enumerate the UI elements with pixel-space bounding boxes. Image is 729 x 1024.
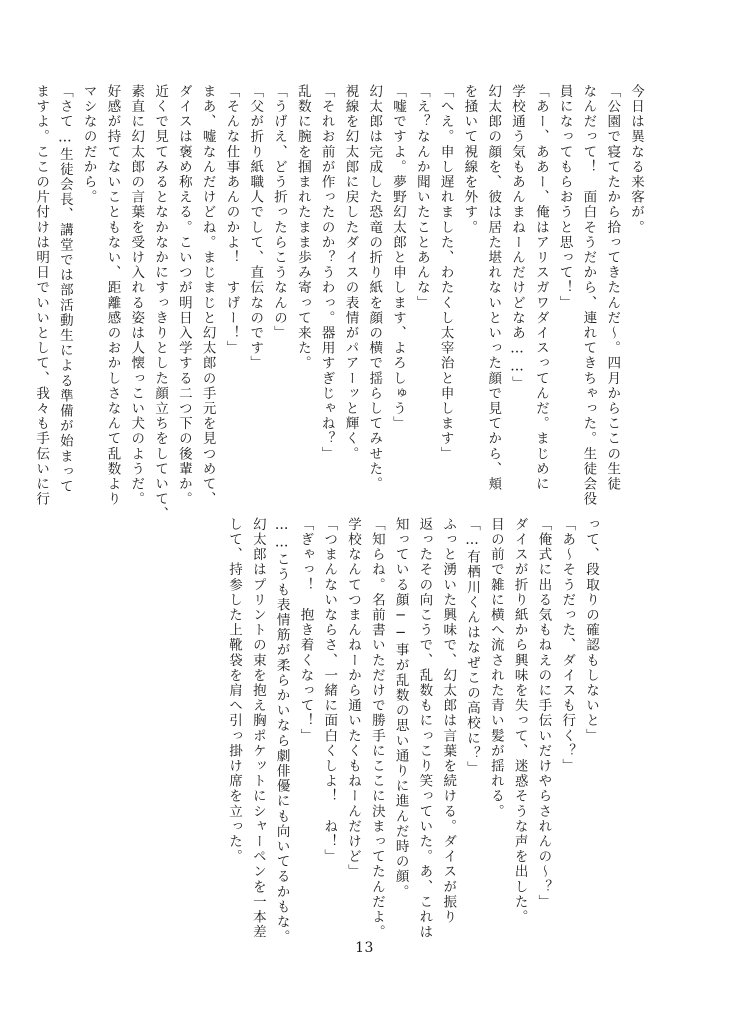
text-line: 幻太郎はプリントの束を抱え胸ポケットにシャーペンを一本差 — [249, 517, 266, 940]
text-line: 「え？なんか聞いたことあんな」 — [413, 84, 430, 311]
text-line: 近くで見てみるとなかなかにすっきりとした顔立ちをしていて、 — [152, 84, 169, 522]
text-line: 「つまんないならさ、一緒に面白くしよ！ ね！」 — [321, 517, 338, 865]
text-line: 「うげえ、どう折ったらこうなんの」 — [271, 84, 288, 341]
text-line: 「さて…生徒会長、講堂では部活動生による準備が始まって — [56, 84, 73, 495]
text-line: して、持参した上靴袋を肩へ引っ掛け席を立った。 — [226, 517, 243, 865]
text-line: 員になってもらおうと思って！」 — [556, 84, 573, 311]
text-line: 「へえ。申し遅れました、わたくし太宰治と申します」 — [437, 84, 454, 462]
text-line: って、段取りの確認もしないと」 — [583, 517, 599, 744]
text-line: 学校通う気もあんまねーんだけどなあ……」 — [509, 84, 526, 391]
text-line: まあ、嘘なんだけどね。まじまじと幻太郎の手元を見つめて、 — [199, 84, 216, 507]
text-line: 「俺式に出る気もねえのに手伝いだけやらされんの〜？」 — [535, 517, 552, 910]
text-line: 素直に幻太郎の言葉を受け入れる姿は人懐っこい犬のようだ。 — [128, 84, 145, 507]
text-line: 「そんな仕事あんのかよ！ すげー！」 — [223, 84, 240, 356]
text-line: ……こうも表情筋が柔らかいなら劇俳優にも向いてるかもな。 — [273, 517, 290, 945]
text-line: マシなのだから。 — [80, 84, 97, 205]
text-line: 「ぎゃっ！ 抱き着くなって！」 — [297, 517, 314, 744]
text-line: ふっと湧いた興味で、幻太郎は言葉を続ける。ダイスが振り — [440, 517, 457, 925]
text-line: 「それお前が作ったのか？うわっ。器用すぎじゃね？」 — [318, 84, 335, 462]
text-line: 好感が持てないこともない、距離感のおかしさなんて乱数より — [104, 84, 121, 507]
top-text-block — [28, 84, 647, 522]
text-line: 知っている顔──事が乱数の思い通りに進んだ時の顔。 — [392, 517, 409, 900]
text-line: 視線を幻太郎に戻したダイスの表情がパアーッと輝く。 — [342, 84, 359, 462]
text-line: 「あ〜そうだった、ダイスも行く？」 — [559, 517, 576, 774]
text-line: ダイスは褒め称える。こいつが明日入学する二つ下の後輩か。 — [175, 84, 192, 507]
text-line: ダイスが折り紙から興味を失って、迷惑そうな声を出した。 — [511, 517, 528, 925]
text-line: 学校なんてつまんねーから通いたくもねーんだけど」 — [345, 517, 362, 880]
text-line: 「…有栖川くんはなぜこの高校に？」 — [464, 517, 481, 777]
page-number: 13 — [355, 940, 374, 956]
text-line: 「公園で寝てたから拾ってきたんだ〜。四月からここの生徒 — [604, 84, 621, 492]
bottom-text-block — [221, 517, 602, 945]
text-line: 乱数に腕を掴まれたまま歩み寄って来た。 — [294, 84, 311, 371]
text-line: を掻いて視線を外す。 — [461, 84, 478, 235]
text-line: 返ったその向こうで、乱数もにっこり笑っていた。あ、これは — [416, 517, 433, 940]
text-line: 幻太郎の顔を、彼は居た堪れないといった顔で見てから、頬 — [485, 84, 502, 492]
text-line: 「知らね。名前書いただけで勝手にここに決まってたんだよ。 — [368, 517, 385, 940]
text-line: 今日は異なる来客が。 — [628, 84, 644, 235]
text-line: 目の前で雑に横へ流された青い髪が揺れる。 — [487, 517, 504, 819]
text-line: ますよ。ここの片付けは明日でいいとして、我々も手伝いに行 — [33, 84, 50, 507]
text-line: 幻太郎は完成した恐竜の折り紙を顔の横で揺らしてみせた。 — [366, 84, 383, 492]
text-line: 「嘘ですよ。夢野幻太郎と申します、よろしゅう」 — [390, 84, 407, 432]
text-line: なんだって！ 面白そうだから、連れてきちゃった。生徒会役 — [580, 84, 597, 507]
text-line: 「父が折り紙職人でして、直伝なのです」 — [247, 84, 264, 371]
text-line: 「あー、ああー、俺はアリスガワダイスってんだ。まじめに — [532, 84, 549, 492]
